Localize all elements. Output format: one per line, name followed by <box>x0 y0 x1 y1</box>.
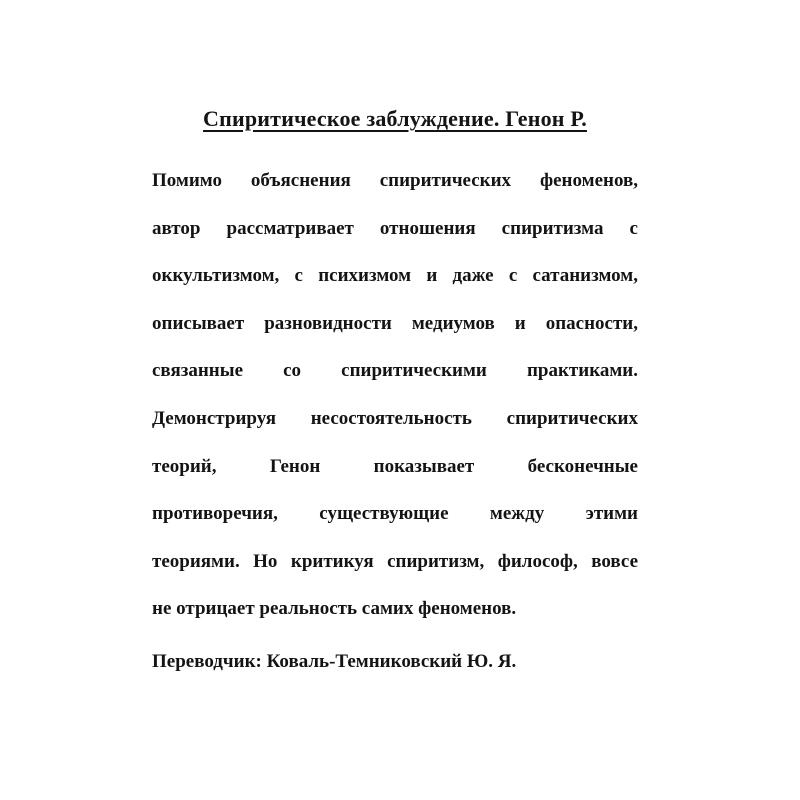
paragraph-line-last: не отрицает реальность самих феноменов. <box>152 598 517 620</box>
paragraph-line: теориями. Но критикуя спиритизм, философ, вовсе <box>152 550 638 572</box>
paragraph-line: противоречия, существующие между этими <box>152 503 638 525</box>
paragraph-line: Демонстрируя несостоятельность спиритических <box>152 407 638 429</box>
paragraph-line: автор рассматривает отношения спиритизма с <box>152 217 638 239</box>
document-title <box>152 104 638 134</box>
paragraph-line: Помимо объяснения спиритических феноменов, <box>152 170 638 191</box>
paragraph-line: оккультизмом, с психизмом и даже с сатанизмом, <box>152 265 638 287</box>
document-title-text: Спиритическое заблуждение. Генон Р. <box>203 106 587 131</box>
paragraph-line: связанные со спиритическими практиками. <box>152 360 638 382</box>
paragraph-line: теорий, Генон показывает бесконечные <box>152 455 638 477</box>
paragraph-line: описывает разновидности медиумов и опасности, <box>152 312 638 334</box>
document-paragraph <box>152 157 638 633</box>
translator-line: Переводчик: Коваль-Темниковский Ю. Я. <box>152 651 517 672</box>
